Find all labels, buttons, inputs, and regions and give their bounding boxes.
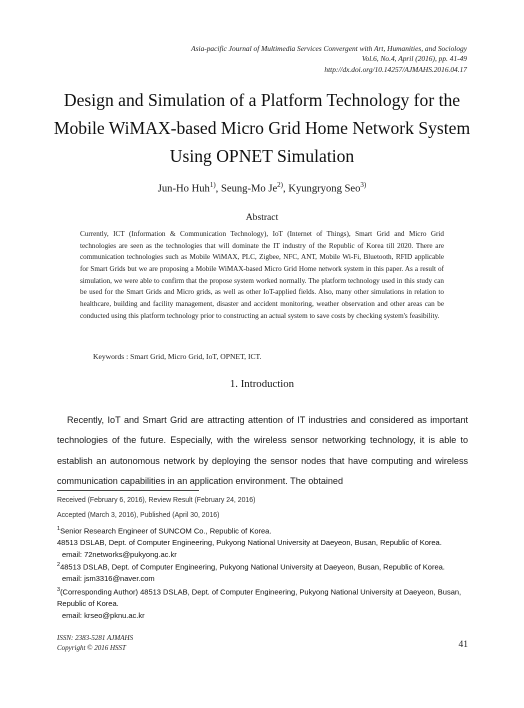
received-line: Received (February 6, 2016), Review Result (February 24, 2016) xyxy=(57,497,256,504)
author-mark: 1) xyxy=(209,181,216,189)
page-number: 41 xyxy=(458,640,468,650)
section-heading: 1. Introduction xyxy=(229,378,295,390)
footnote-3: $^3$(Corresponding Author) 48513 DSLAB, Dept. of Computer Engineering, Pukyong National University at Daeyeon, Busan, Republic of Korea. xyxy=(57,586,462,609)
journal-header xyxy=(191,44,467,75)
keywords: Keywords : Smart Grid, Micro Grid, IoT, OPNET, ICT. xyxy=(93,352,262,361)
author-name: Seung-Mo Je xyxy=(220,183,278,195)
page-footer xyxy=(57,634,133,653)
author-list: Jun-Ho Huh$^{1)}$, Seung-Mo Je$^{2)}$, Kyungryong Seo$^{3)}$ xyxy=(157,181,367,195)
author-mark: 3) xyxy=(360,181,367,189)
footnote-3-email: email: krseo@pknu.ac.kr xyxy=(62,610,145,620)
paper-title xyxy=(40,86,484,170)
intro-paragraph: Recently, IoT and Smart Grid are attracting attention of IT industries and considered as important technologies of the future. Especially, with the wireless sensor networking technology, it is able to establish an autonomous network by deploying the sensor nodes that have computing and wireless communication capabilities in an application environment. The obtained xyxy=(57,415,468,487)
footnote-mark: 2 xyxy=(57,562,61,569)
accepted-line: Accepted (March 3, 2016), Published (April 30, 2016) xyxy=(57,512,220,519)
issn: ISSN: 2383-5281 AJMAHS xyxy=(57,634,134,642)
author-name: Kyungryong Seo xyxy=(288,183,361,195)
footnote-divider xyxy=(57,490,199,491)
title-line-3: Using OPNET Simulation xyxy=(169,146,355,166)
footnote-mark: 3 xyxy=(57,586,61,593)
footnote-2: $^2$48513 DSLAB, Dept. of Computer Engineering, Pukyong National University at Daeyeon, Busan, Republic of Korea. xyxy=(57,562,445,572)
title-line-2: Mobile WiMAX-based Micro Grid Home Network System xyxy=(53,118,471,138)
author-name: Jun-Ho Huh xyxy=(157,183,210,195)
footnote-1-email: email: 72networks@pukyong.ac.kr xyxy=(62,549,177,559)
footnote-2-email: email: jsm3316@naver.com xyxy=(62,574,155,584)
journal-name: Asia-pacific Journal of Multimedia Services Convergent with Art, Humanities, and Sociology xyxy=(191,44,467,53)
footnote-1-address: 48513 DSLAB, Dept. of Computer Engineering, Pukyong National University at Daeyeon, Busan, Republic of Korea. xyxy=(57,538,442,548)
author-mark: 2) xyxy=(277,181,284,189)
journal-doi: http://dx.doi.org/10.14257/AJMAHS.2016.04.17 xyxy=(324,64,467,74)
footnote-mark: 1 xyxy=(57,526,61,532)
abstract-text: Currently, ICT (Information & Communication Technology), IoT (Internet of Things), Smart Grid and Micro Grid technologies are seen as the technologies that will dominate the IT industry of the Republic of Korea till 2020. There are communication technologies such as Mobile WiMAX, PLC, Zigbee, NFC, ANT, Mobile Wi-Fi, Bluetooth, RFID applicable for Smart Grids but we are proposing a Mobile WiMAX-based Micro Grid Home network system in this paper. As a result of simulation, we were able to confirm that the propose system worked normally. The platform technology used in this study can be used for the Smart Grids and Micro grids, as well as other IoT-applied fields. Also, many other simulations in relation to healthcare, building and facility management, disaster and accident monitoring, weather observation and other areas can be conducted using this platform technology prior to constructing an actual system to save costs by checking system's feasibility. xyxy=(80,230,444,320)
copyright: Copyright © 2016 HSST xyxy=(57,643,126,652)
footnote-1: $^1$Senior Research Engineer of SUNCOM Co., Republic of Korea. xyxy=(57,526,272,536)
received-dates xyxy=(57,493,255,523)
journal-volume: Vol.6, No.4, April (2016), pp. 41-49 xyxy=(361,54,467,64)
author-footnotes xyxy=(57,524,468,621)
abstract-heading: Abstract xyxy=(245,212,279,223)
title-line-1: Design and Simulation of a Platform Technology for the xyxy=(63,90,461,110)
